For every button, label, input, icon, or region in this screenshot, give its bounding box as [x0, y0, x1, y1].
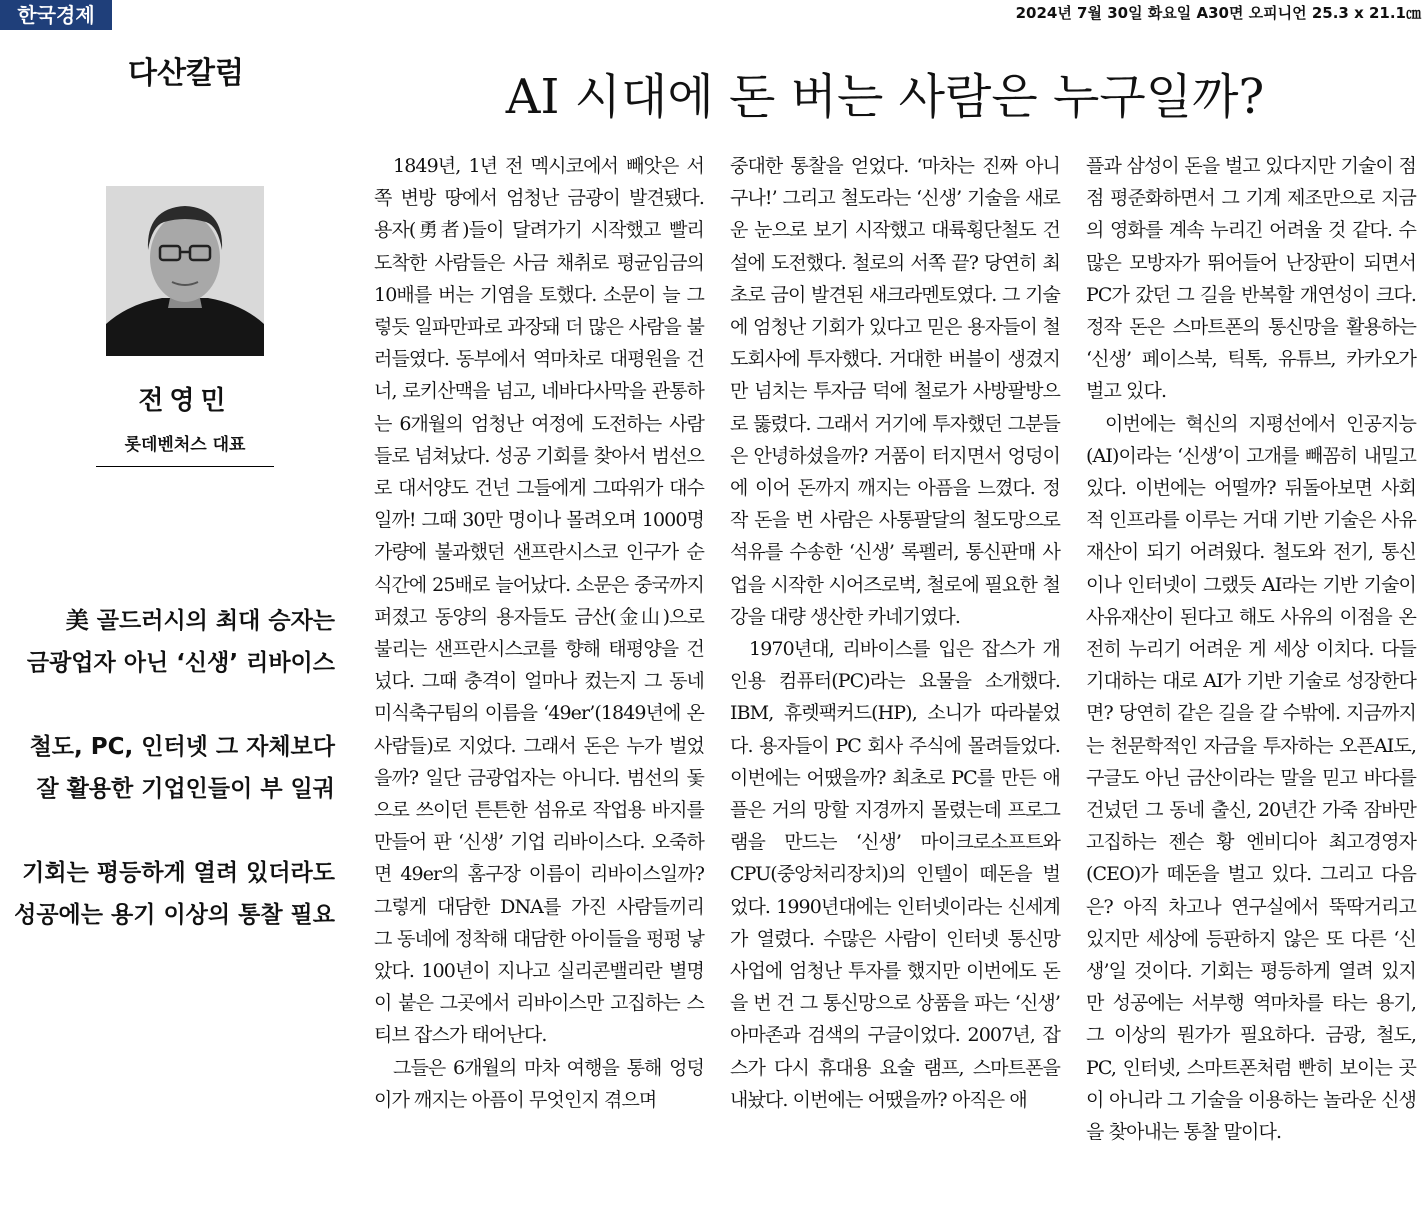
- dateline: 2024년 7월 30일 화요일 A30면 오피니언 25.3 x 21.1㎝: [1015, 4, 1421, 22]
- author-name: 전영민: [138, 386, 232, 416]
- pull-quote: [14, 852, 335, 936]
- article-paragraph: 이번에는 혁신의 지평선에서 인공지능(AI)이라는 ‘신생’이 고개를 빼꼼히 내밀고 있다. 이번에는 어떨까? 뒤돌아보면 사회적 인프라를 이루는 거대 기반 기술은 사유재산이 되기 어려웠다. 철도와 전기, 통신이나 인터넷이 그랬듯 AI라는 기반 기술이 사유재산이 된다고 해도 사유의 이점을 온전히 누리기 어려운 게 세상 이치다. 다들 기대하는 대로 AI가 기반 기술로 성장한다면? 당연히 같은 길을 갈 수밖에. 지금까지는 천문학적인 자금을 투자하는 오픈AI도, 구글도 아닌 금산이라는 말을 믿고 바다를 건넜던 그 동네 출신, 20년간 가죽 잠바만 고집하는 젠슨 황 엔비디아 최고경영자(CEO)가 떼돈을 벌고 있다. 그리고 다음은? 아직 차고나 연구실에서 뚝딱거리고 있지만 세상에 등판하지 않은 또 다른 ‘신생’일 것이다. 기회는 평등하게 열려 있지만 성공에는 서부행 역마차를 타는 용기, 그 이상의 뭔가가 필요하다. 금광, 철도, PC, 인터넷, 스마트폰처럼 빤히 보이는 곳이 아니라 그 기술을 이용하는 놀라운 신생을 찾아내는 통찰 말이다.: [1086, 412, 1416, 1144]
- author-photo: [106, 186, 264, 356]
- pull-quote-line: 잘 활용한 기업인들이 부 일궈: [36, 776, 335, 802]
- pull-quotes: [14, 600, 335, 978]
- newspaper-logo: 한국경제: [0, 0, 112, 30]
- article-column-1: [374, 150, 704, 1116]
- pull-quote-line: 美 골드러시의 최대 승자는: [65, 608, 335, 634]
- author-title: 롯데벤처스 대표: [124, 435, 246, 455]
- headline: AI 시대에 돈 버는 사람은 누구일까?: [505, 69, 1265, 126]
- pull-quote: [14, 726, 335, 810]
- pull-quote-line: 철도, PC, 인터넷 그 자체보다: [29, 734, 335, 760]
- pull-quote: [14, 600, 335, 684]
- article-column-3: [1086, 150, 1416, 1148]
- pull-quote-line: 성공에는 용기 이상의 통찰 필요: [14, 902, 335, 928]
- pull-quote-line: 금광업자 아닌 ‘신생’ 리바이스: [26, 650, 335, 676]
- article-column-2: [730, 150, 1060, 1116]
- article-paragraph: 플과 삼성이 돈을 벌고 있다지만 기술이 점점 평준화하면서 그 기계 제조만으로 지금의 영화를 계속 누리긴 어려울 것 같다. 수많은 모방자가 뛰어들어 난장판이 되면서 PC가 갔던 그 길을 반복할 개연성이 크다. 정작 돈은 스마트폰의 통신망을 활용하는 ‘신생’ 페이스북, 틱톡, 유튜브, 카카오가 벌고 있다.: [1086, 155, 1416, 403]
- article-paragraph: 그들은 6개월의 마차 여행을 통해 엉덩이가 깨지는 아픔이 무엇인지 겪으며: [374, 1056, 704, 1111]
- article-paragraph: 1970년대, 리바이스를 입은 잡스가 개인용 컴퓨터(PC)라는 요물을 소개했다. IBM, 휴렛팩커드(HP), 소니가 따라붙었다. 용자들이 PC 회사 주식에 몰려들었다. 이번에는 어땠을까? 최초로 PC를 만든 애플은 거의 망할 지경까지 몰렸는데 프로그램을 만드는 ‘신생’ 마이크로소프트와 CPU(중앙처리장치)의 인텔이 떼돈을 벌었다. 1990년대에는 인터넷이라는 신세계가 열렸다. 수많은 사람이 인터넷 통신망 사업에 엄청난 투자를 했지만 이번에도 돈을 번 건 그 통신망으로 상품을 파는 ‘신생’ 아마존과 검색의 구글이었다. 2007년, 잡스가 다시 휴대용 요술 램프, 스마트폰을 내놨다. 이번에는 어땠을까? 아직은 애: [730, 638, 1060, 1111]
- author-divider: [96, 466, 274, 467]
- pull-quote-line: 기회는 평등하게 열려 있더라도: [22, 860, 335, 886]
- author-portrait-image: [106, 186, 264, 356]
- article-paragraph: 중대한 통찰을 얻었다. ‘마차는 진짜 아니구나!’ 그리고 철도라는 ‘신생’ 기술을 새로운 눈으로 보기 시작했고 대륙횡단철도 건설에 도전했다. 철로의 서쪽 끝? 당연히 최초로 금이 발견된 새크라멘토였다. 그 기술에 엄청난 기회가 있다고 믿은 용자들이 철도회사에 투자했다. 거대한 버블이 생겼지만 넘치는 투자금 덕에 철로가 사방팔방으로 뚫렸다. 그래서 거기에 투자했던 그분들은 안녕하셨을까? 거품이 터지면서 엉덩이에 이어 돈까지 깨지는 아픔을 느꼈다. 정작 돈을 번 사람은 사통팔달의 철도망으로 석유를 수송한 ‘신생’ 록펠러, 통신판매 사업을 시작한 시어즈로벅, 철로에 필요한 철강을 대량 생산한 카네기였다.: [730, 155, 1060, 628]
- column-name: 다산칼럼: [128, 56, 244, 91]
- article-paragraph: 1849년, 1년 전 멕시코에서 빼앗은 서쪽 변방 땅에서 엄청난 금광이 발견됐다. 용자(勇者)들이 달려가기 시작했고 빨리 도착한 사람들은 사금 채취로 평균임금의 10배를 버는 기염을 토했다. 소문이 늘 그렇듯 일파만파로 과장돼 더 많은 사람을 불러들였다. 동부에서 역마차로 대평원을 건너, 로키산맥을 넘고, 네바다사막을 관통하는 6개월의 엄청난 여정에 도전하는 사람들로 넘쳐났다. 성공 기회를 찾아서 범선으로 대서양도 건넌 그들에게 그따위가 대수일까! 그때 30만 명이나 몰려오며 1000명가량에 불과했던 샌프란시스코 인구가 순식간에 25배로 늘어났다. 소문은 중국까지 퍼졌고 동양의 용자들도 금산(金山)으로 불리는 샌프란시스코를 향해 태평양을 건넜다. 그때 충격이 얼마나 컸는지 그 동네 미식축구팀의 이름을 ‘49er’(1849년에 온 사람들)로 지었다. 그래서 돈은 누가 벌었을까? 일단 금광업자는 아니다. 범선의 돛으로 쓰이던 튼튼한 섬유로 작업용 바지를 만들어 판 ‘신생’ 기업 리바이스다. 오죽하면 49er의 홈구장 이름이 리바이스일까? 그렇게 대담한 DNA를 가진 사람들끼리 그 동네에 정착해 대담한 아이들을 펑펑 낳았다. 100년이 지나고 실리콘밸리란 별명이 붙은 그곳에서 리바이스만 고집하는 스티브 잡스가 태어난다.: [374, 155, 704, 1047]
